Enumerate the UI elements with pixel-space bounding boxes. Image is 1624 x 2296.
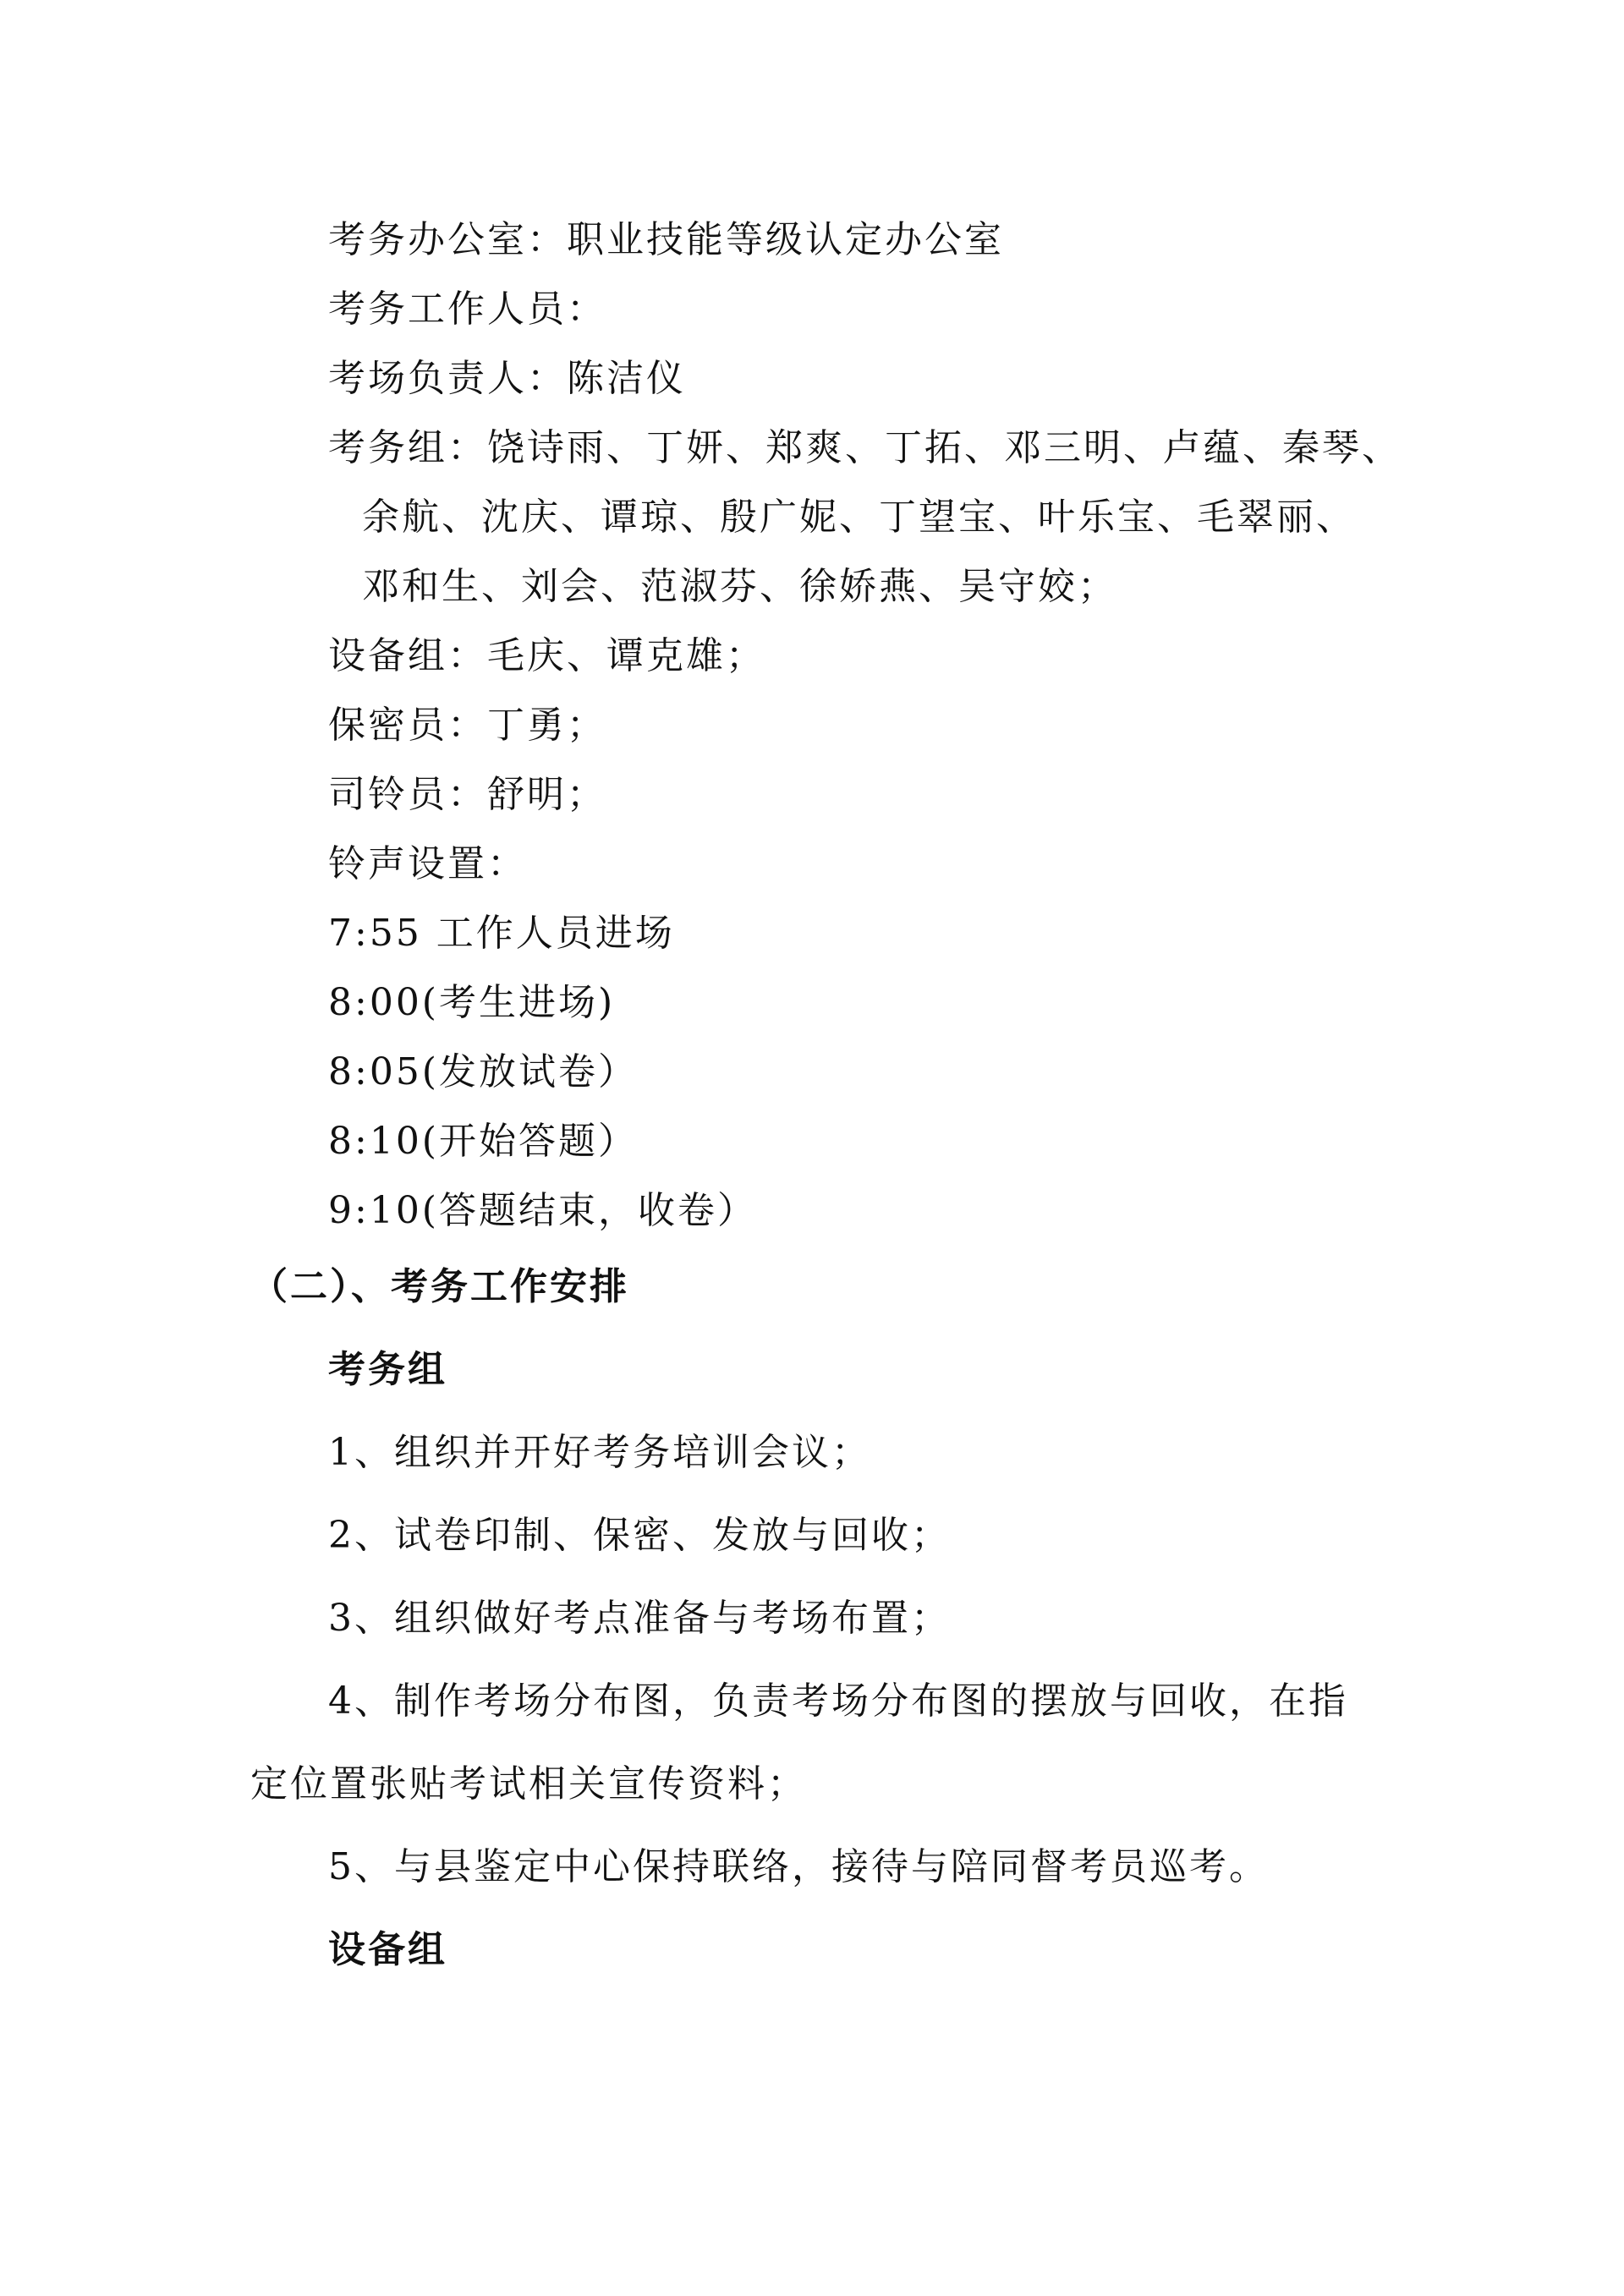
venue-leader-line: 考场负责人：陈洁仪 <box>328 357 686 400</box>
schedule-line-2: 8:00(考生进场) <box>328 981 616 1024</box>
bell-ringer-line: 司铃员：舒明； <box>328 773 606 816</box>
equipment-group-line: 设备组：毛庆、谭克雄； <box>328 634 765 677</box>
bell-settings-line: 铃声设置： <box>328 842 527 885</box>
task-item-1: 1、组织并开好考务培训会议； <box>328 1431 871 1474</box>
exam-staff-line: 考务工作人员： <box>328 288 606 331</box>
exam-group-title: 考务组 <box>328 1348 447 1391</box>
security-officer-line: 保密员：丁勇； <box>328 704 606 747</box>
task-item-4: 4、制作考场分布图，负责考场分布图的摆放与回收，在指 <box>328 1680 1348 1723</box>
equipment-group-title: 设备组 <box>328 1928 447 1971</box>
schedule-line-3: 8:05(发放试卷） <box>328 1050 638 1093</box>
task-item-3: 3、组织做好考点准备与考场布置； <box>328 1597 951 1640</box>
schedule-line-5: 9:10(答题结束，收卷） <box>328 1189 757 1232</box>
schedule-line-4: 8:10(开始答题） <box>328 1120 638 1163</box>
schedule-line-1: 7:55 工作人员进场 <box>328 912 675 955</box>
task-item-5: 5、与县鉴定中心保持联络，接待与陪同督考员巡考。 <box>328 1845 1269 1888</box>
task-item-2: 2、试卷印制、保密、发放与回收； <box>328 1514 951 1557</box>
exam-group-line-1: 考务组：饶诗雨、丁妍、郑爽、丁拓、邓三明、卢蕴、秦琴、 <box>328 426 1402 469</box>
section-heading: （二）、考务工作安排 <box>250 1265 629 1308</box>
task-item-4-continued: 定位置张贴考试相关宣传资料； <box>250 1762 807 1806</box>
exam-group-line-3: 邓和生、刘会、范淑芬、徐娇燕、吴守姣； <box>362 565 1117 608</box>
exam-office-line: 考务办公室：职业技能等级认定办公室 <box>328 218 1004 261</box>
exam-group-line-2: 余航、沈庆、谭琼、殷广妮、丁望宝、叶乐宝、毛翠丽、 <box>362 496 1356 539</box>
